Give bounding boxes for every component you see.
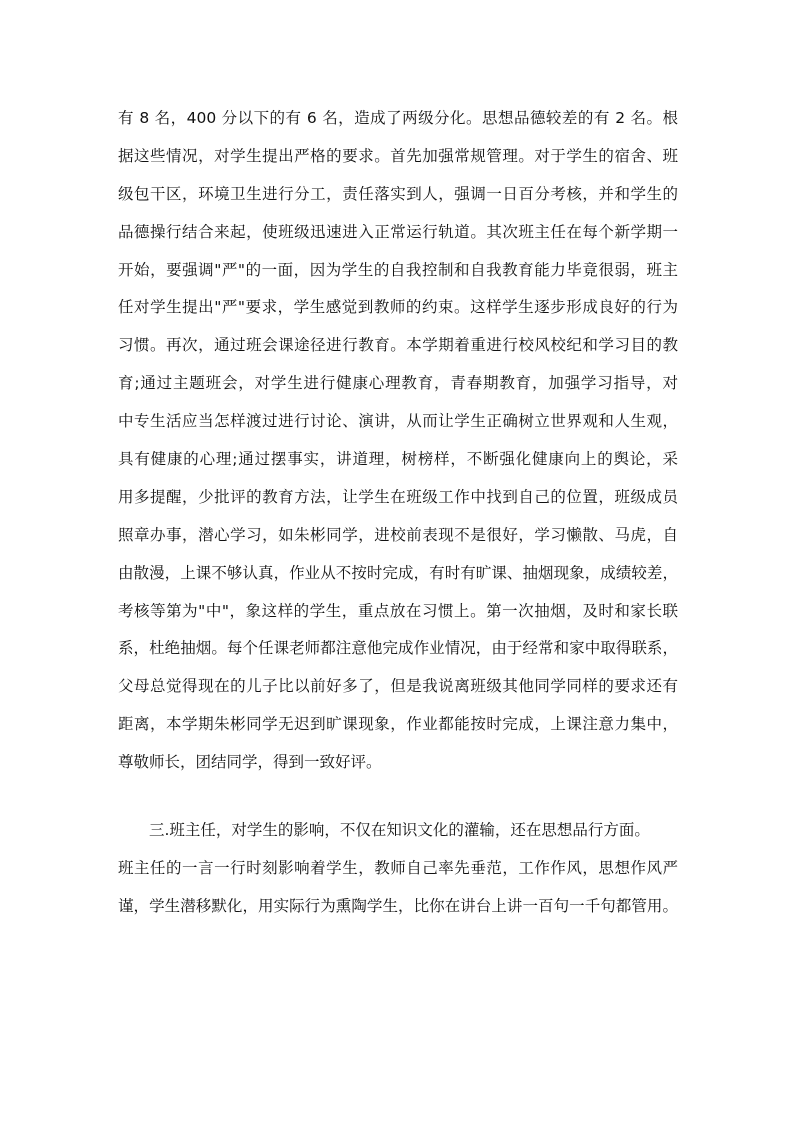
text-line: 习惯。再次，通过班会课途径进行教育。本学期着重进行校风校纪和学习目的教	[118, 336, 678, 355]
text-line: 照章办事，潜心学习，如朱彬同学，进校前表现不是很好，学习懒散、马虎，自	[118, 525, 678, 544]
paragraph-gap	[118, 782, 678, 812]
paragraph-1	[118, 100, 678, 782]
text-line: 据这些情况，对学生提出严格的要求。首先加强常规管理。对于学生的宿舍、班	[118, 146, 678, 165]
text-line: 育;通过主题班会，对学生进行健康心理教育，青春期教育，加强学习指导，对	[118, 374, 678, 393]
text-line: 距离，本学期朱彬同学无迟到旷课现象，作业都能按时完成，上课注意力集中，	[118, 715, 678, 734]
text-line: 谨，学生潜移默化，用实际行为熏陶学生，比你在讲台上讲一百句一千句都管用。	[118, 896, 678, 915]
text-line: 开始，要强调"严"的一面，因为学生的自我控制和自我教育能力毕竟很弱，班主	[118, 260, 678, 279]
text-line: 父母总觉得现在的儿子比以前好多了，但是我说离班级其他同学同样的要求还有	[118, 677, 678, 696]
text-line: 具有健康的心理;通过摆事实，讲道理，树榜样，不断强化健康向上的舆论，采	[118, 450, 678, 469]
text-line: 由散漫，上课不够认真，作业从不按时完成，有时有旷课、抽烟现象，成绩较差，	[118, 563, 678, 582]
paragraph-2	[118, 812, 678, 926]
text-line: 品德操行结合来起，使班级迅速进入正常运行轨道。其次班主任在每个新学期一	[118, 222, 678, 241]
text-line: 有 8 名，400 分以下的有 6 名，造成了两级分化。思想品德较差的有 2 名。根	[118, 109, 678, 127]
text-line: 考核等第为"中"，象这样的学生，重点放在习惯上。第一次抽烟，及时和家长联	[118, 601, 678, 620]
text-line: 班主任的一言一行时刻影响着学生，教师自己率先垂范，工作作风，思想作风严	[118, 858, 678, 877]
text-line: 中专生活应当怎样渡过进行讨论、演讲，从而让学生正确树立世界观和人生观，	[118, 412, 678, 431]
text-line: 级包干区，环境卫生进行分工，责任落实到人，强调一日百分考核，并和学生的	[118, 184, 678, 203]
text-line: 系，杜绝抽烟。每个任课老师都注意他完成作业情况，由于经常和家中取得联系，	[118, 639, 678, 658]
text-line: 三.班主任，对学生的影响，不仅在知识文化的灌输，还在思想品行方面。	[149, 821, 650, 840]
text-line: 用多提醒，少批评的教育方法，让学生在班级工作中找到自己的位置，班级成员	[118, 487, 678, 506]
text-line: 尊敬师长，团结同学，得到一致好评。	[118, 753, 382, 772]
text-line: 任对学生提出"严"要求，学生感觉到教师的约束。这样学生逐步形成良好的行为	[118, 298, 678, 317]
document-body	[118, 100, 678, 926]
